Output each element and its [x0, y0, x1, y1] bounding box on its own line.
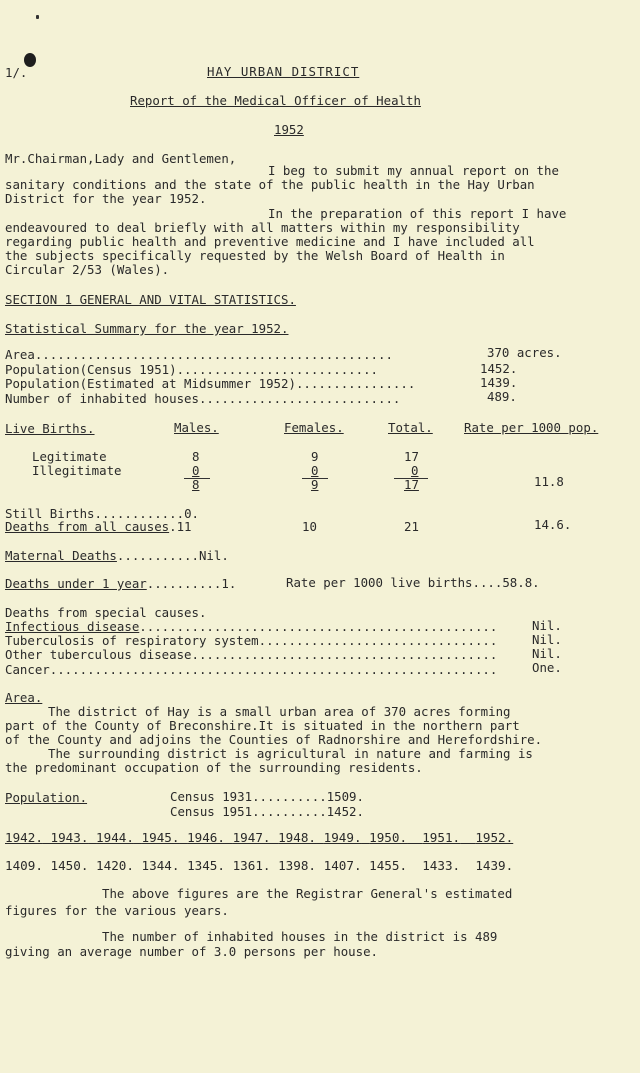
- maternal-deaths-row: Maternal Deaths...........Nil.: [5, 548, 229, 563]
- summary-estimate-value: 1439.: [480, 375, 518, 390]
- section1-heading: SECTION 1 GENERAL AND VITAL STATISTICS.: [5, 292, 296, 307]
- deaths-all-males: 11: [176, 519, 192, 534]
- area-heading: Area.: [5, 690, 43, 705]
- births-rate: 11.8: [534, 474, 564, 489]
- summary-census-label: Population(Census 1951)...........................: [5, 362, 378, 377]
- special-resp-tb-value: Nil.: [532, 632, 562, 647]
- legitimate-label: Legitimate: [32, 449, 107, 464]
- summary-census-value: 1452.: [480, 361, 518, 376]
- summary-heading: Statistical Summary for the year 1952.: [5, 321, 289, 336]
- census-1951-row: Census 1951..........1452.: [170, 804, 364, 819]
- males-header: Males.: [174, 420, 219, 435]
- para2-line1: In the preparation of this report I have: [268, 206, 567, 221]
- live-births-header: Live Births.: [5, 421, 95, 436]
- estimate-1948: 1398.: [278, 858, 317, 873]
- special-other-tb-row: Other tuberculous disease.........................................: [5, 647, 498, 662]
- maternal-deaths-label: Maternal Deaths: [5, 548, 117, 563]
- summary-houses-label: Number of inhabited houses...........................: [5, 391, 401, 406]
- special-causes-heading: Deaths from special causes.: [5, 605, 207, 620]
- district-heading: HAY URBAN DISTRICT: [207, 64, 360, 79]
- registrar-note-line1: The above figures are the Registrar General's estimated: [102, 886, 513, 901]
- infant-deaths-label: Deaths under 1 year: [5, 576, 147, 591]
- infant-deaths-value: 1.: [221, 576, 237, 591]
- census-1931-label: Census 1931: [170, 789, 253, 804]
- deaths-all-rate: 14.6.: [534, 517, 572, 532]
- summary-census-text: Population(Census 1951): [5, 362, 177, 377]
- year-1947: 1947.: [232, 830, 271, 845]
- area-line3: of the County and adjoins the Counties of Radnorshire and Herefordshire.: [5, 732, 543, 747]
- year-1949: 1949.: [323, 830, 362, 845]
- estimate-1947: 1361.: [232, 858, 271, 873]
- estimate-1950: 1455.: [369, 858, 408, 873]
- births-total-total: 17: [404, 477, 419, 492]
- infant-deaths-row: Deaths under 1 year..........1.: [5, 576, 237, 591]
- census-1951-value: 1452.: [326, 804, 364, 819]
- year-1950: 1950.: [369, 830, 408, 845]
- deaths-all-total: 21: [404, 519, 419, 534]
- year-1943: 1943.: [50, 830, 89, 845]
- estimate-1951: 1433.: [422, 858, 461, 873]
- estimate-1944: 1420.: [96, 858, 134, 873]
- infant-rate-row: Rate per 1000 live births....58.8.: [286, 575, 540, 590]
- houses-note-line2: giving an average number of 3.0 persons per house.: [5, 944, 378, 959]
- estimate-1949: 1407.: [323, 858, 362, 873]
- illegitimate-females: 0: [311, 463, 319, 478]
- year-1944: 1944.: [96, 830, 134, 845]
- estimate-1942: 1409.: [5, 858, 43, 873]
- summary-area-text: Area: [5, 347, 35, 362]
- still-births-row: Still Births............0.: [5, 506, 199, 521]
- para2-line3: regarding public health and preventive medicine and I have included all: [5, 234, 535, 249]
- houses-note-line1: The number of inhabited houses in the district is 489: [102, 929, 498, 944]
- special-infectious-value: Nil.: [532, 618, 562, 633]
- legitimate-males: 8: [192, 449, 200, 464]
- special-resp-tb-row: Tuberculosis of respiratory system................................: [5, 633, 498, 648]
- year-1946: 1946.: [187, 830, 225, 845]
- year-1951: 1951.: [422, 830, 461, 845]
- special-cancer-value: One.: [532, 660, 562, 675]
- year-1942: 1942.: [5, 830, 43, 845]
- legitimate-females: 9: [311, 449, 319, 464]
- report-year: 1952: [274, 122, 304, 137]
- para1-line1: I beg to submit my annual report on the: [268, 163, 559, 178]
- summary-houses-value: 489.: [487, 389, 517, 404]
- infant-rate-label: Rate per 1000 live births: [286, 575, 473, 590]
- para2-line4: the subjects specifically requested by the Welsh Board of Health in: [5, 248, 505, 263]
- special-infectious-row: Infectious disease................................................: [5, 619, 498, 634]
- census-1931-row: Census 1931..........1509.: [170, 789, 364, 804]
- census-1951-label: Census 1951: [170, 804, 253, 819]
- census-1931-value: 1509.: [326, 789, 364, 804]
- estimate-1945: 1344.: [141, 858, 180, 873]
- year-1945: 1945.: [141, 830, 180, 845]
- illegitimate-label: Illegitimate: [32, 463, 122, 478]
- registrar-note-line2: figures for the various years.: [5, 903, 229, 918]
- para2-line2: endeavoured to deal briefly with all matters within my responsibility: [5, 220, 520, 235]
- illegitimate-males: 0: [192, 463, 200, 478]
- area-line1: The district of Hay is a small urban area of 370 acres forming: [48, 704, 511, 719]
- females-header: Females.: [284, 420, 344, 435]
- special-cancer-label: Cancer: [5, 662, 50, 677]
- area-line2: part of the County of Breconshire.It is situated in the northern part: [5, 718, 520, 733]
- estimate-1943: 1450.: [50, 858, 89, 873]
- deaths-all-row: Deaths from all causes.11: [5, 519, 192, 534]
- summary-estimate-text: Population(Estimated at Midsummer 1952): [5, 376, 296, 391]
- still-births-value: 0.: [184, 506, 199, 521]
- births-total-males: 8: [192, 477, 200, 492]
- salutation: Mr.Chairman,Lady and Gentlemen,: [5, 151, 237, 166]
- population-heading: Population.: [5, 790, 88, 805]
- still-births-label: Still Births: [5, 506, 95, 521]
- legitimate-total: 17: [404, 449, 419, 464]
- special-other-tb-label: Other tuberculous disease: [5, 647, 192, 662]
- para1-line2: sanitary conditions and the state of the public health in the Hay Urban: [5, 177, 535, 192]
- population-estimates-row: [5, 859, 513, 873]
- para2-line5: Circular 2/53 (Wales).: [5, 262, 170, 277]
- special-infectious-label: Infectious disease: [5, 619, 140, 634]
- summary-estimate-label: Population(Estimated at Midsummer 1952)................: [5, 376, 416, 391]
- rate-header: Rate per 1000 pop.: [464, 420, 599, 435]
- area-line4: The surrounding district is agricultural in nature and farming is: [48, 746, 533, 761]
- page-number: 1/.: [5, 65, 28, 80]
- area-line5: the predominant occupation of the surrounding residents.: [5, 760, 423, 775]
- summary-area-value: 370 acres.: [487, 345, 562, 360]
- year-1952: 1952.: [475, 830, 514, 845]
- ink-speck: [36, 15, 39, 19]
- para1-line3: District for the year 1952.: [5, 191, 207, 206]
- summary-houses-text: Number of inhabited houses: [5, 391, 199, 406]
- estimate-1952: 1439.: [475, 858, 514, 873]
- special-resp-tb-label: Tuberculosis of respiratory system: [5, 633, 259, 648]
- population-years-row: [5, 831, 513, 845]
- estimate-1946: 1345.: [187, 858, 225, 873]
- infant-rate-value: 58.8.: [502, 575, 540, 590]
- summary-area-label: Area................................................: [5, 347, 393, 362]
- deaths-all-label: Deaths from all causes: [5, 519, 170, 534]
- deaths-all-females: 10: [302, 519, 317, 534]
- births-total-females: 9: [311, 477, 319, 492]
- total-header: Total.: [388, 420, 433, 435]
- year-1948: 1948.: [278, 830, 317, 845]
- special-cancer-row: Cancer............................................................: [5, 662, 498, 677]
- special-other-tb-value: Nil.: [532, 646, 562, 661]
- illegitimate-total: 0: [411, 463, 419, 478]
- maternal-deaths-value: Nil.: [198, 548, 229, 563]
- report-title: Report of the Medical Officer of Health: [130, 93, 421, 108]
